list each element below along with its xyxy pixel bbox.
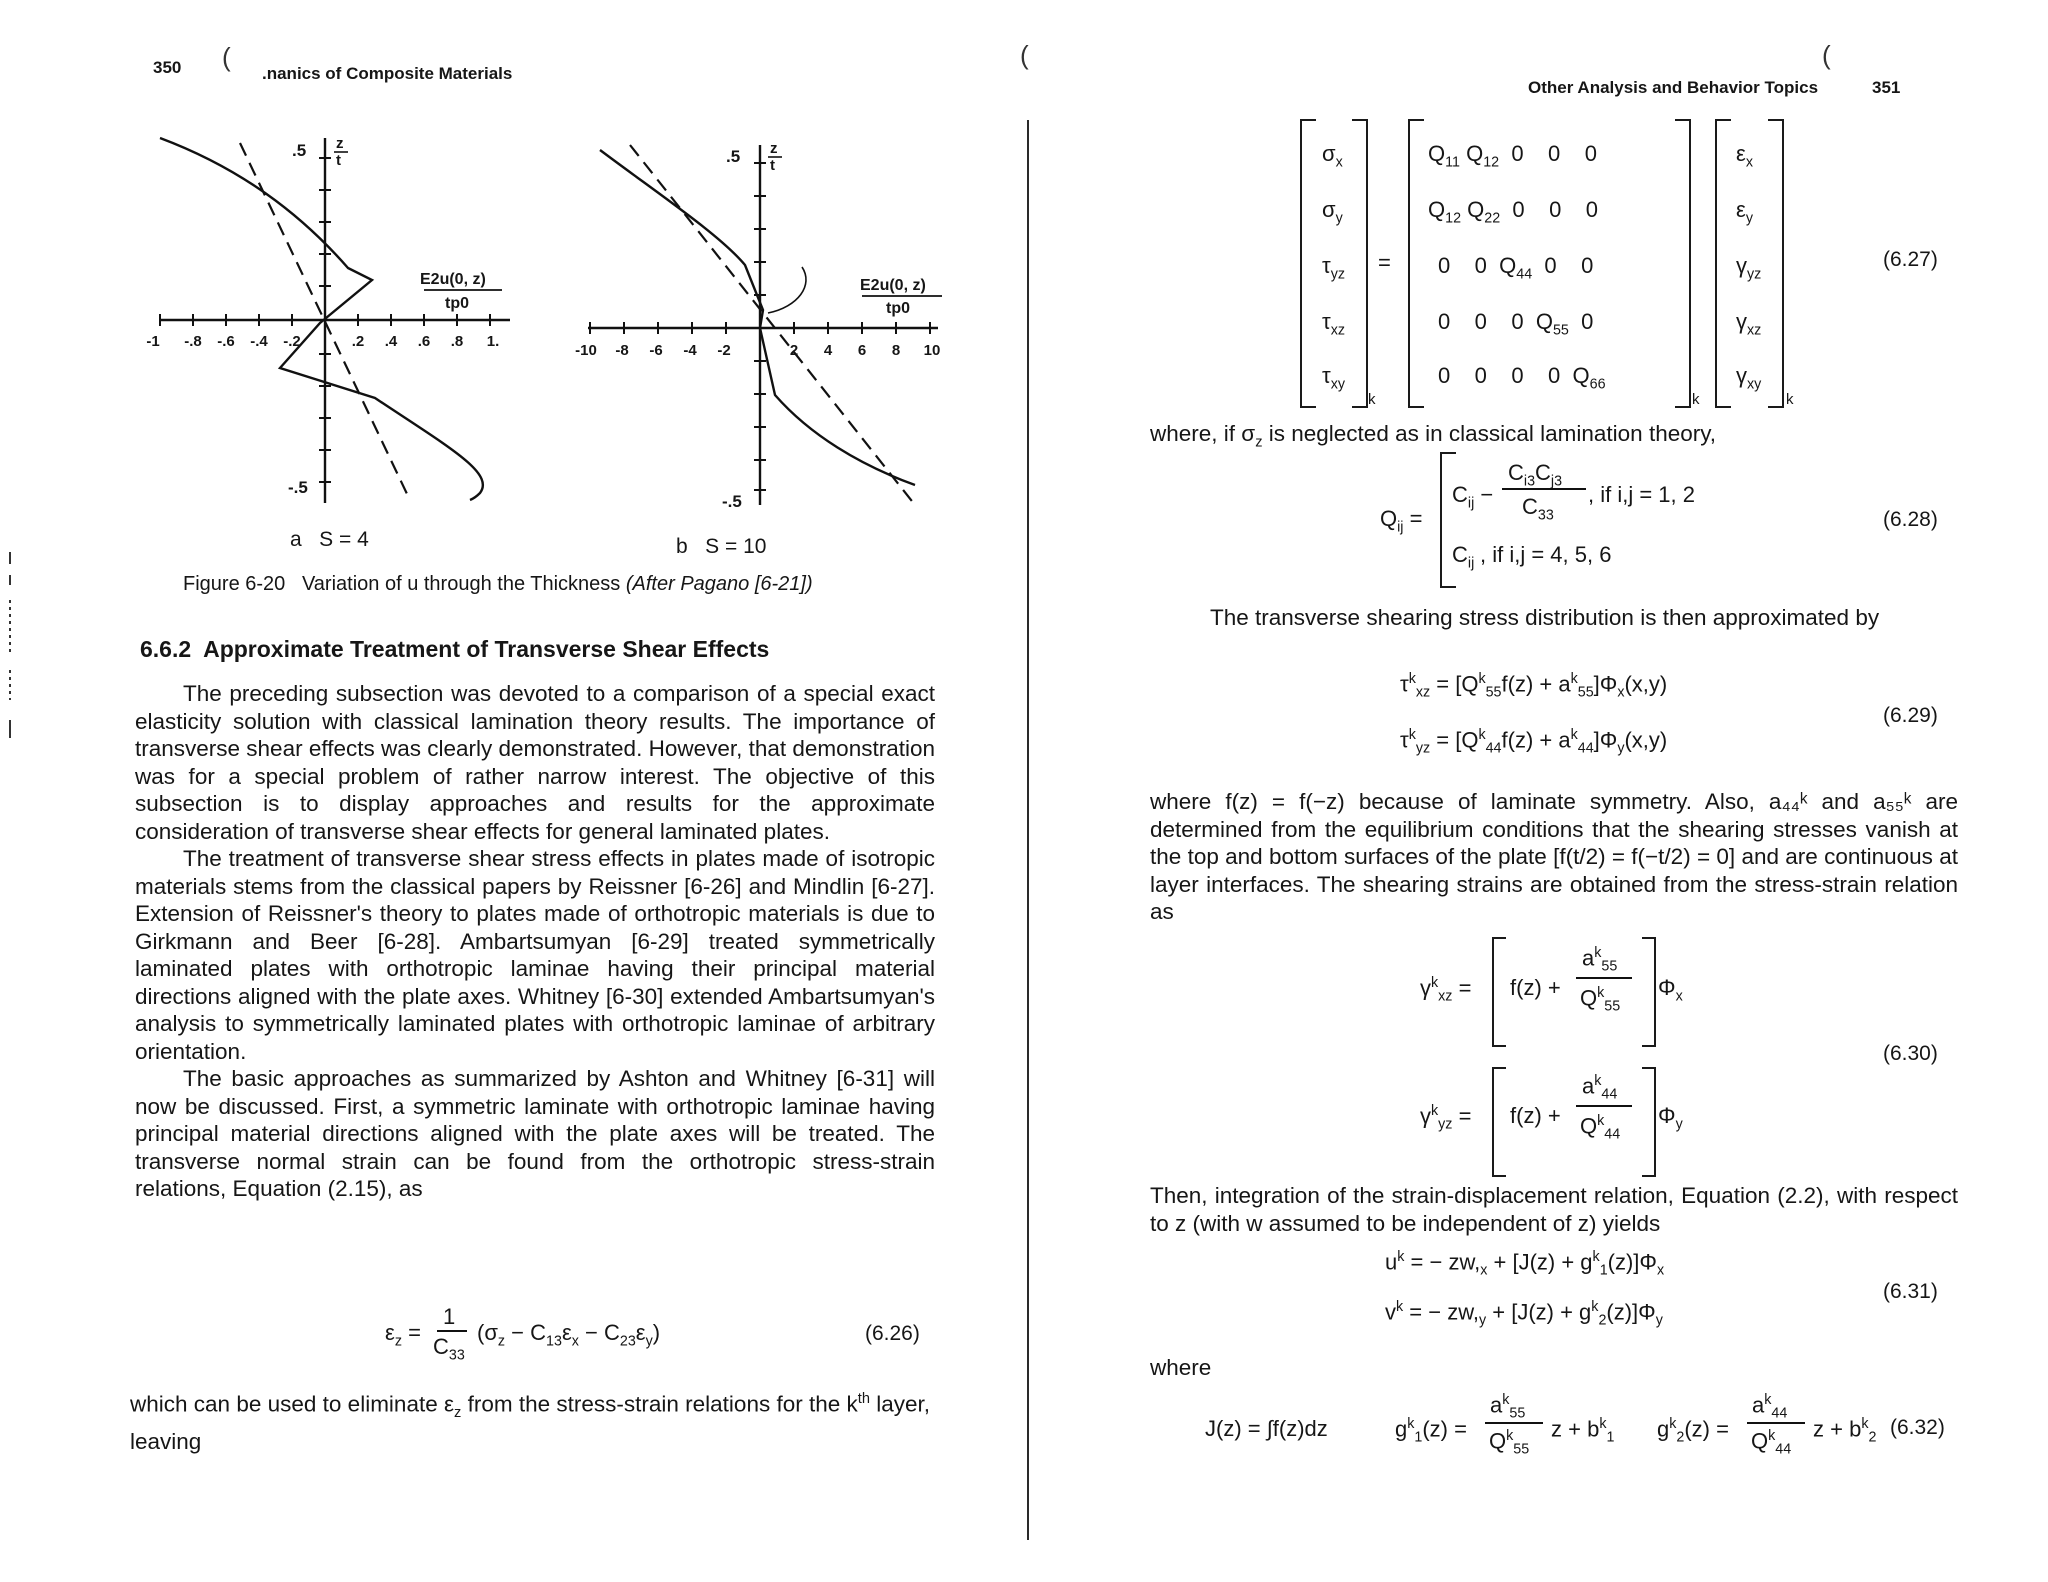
caption-source: (After Pagano [6-21]) bbox=[625, 573, 813, 595]
shear-distribution-text: The transverse shearing stress distribution is then approximated by bbox=[1210, 605, 1880, 630]
x-tick-a-2: -.6 bbox=[217, 333, 235, 350]
x-tick-a-7: .6 bbox=[417, 333, 431, 350]
right-page-number: 351 bbox=[1872, 78, 1901, 97]
right-running-head: Other Analysis and Behavior Topics bbox=[1528, 78, 1819, 97]
eq-6-30-number: (6.30) bbox=[1883, 1042, 1938, 1065]
panel-b-plot bbox=[570, 135, 970, 535]
equation-6-30: $\gamma^k_{xz}$ = f(z) + $a^k_{55}$ $Q^k_{55}$ $\Phi_x$ $\gamma^k_{yz}$ = f(z) + $a^k_{44}$ $Q^k_{44}$ $\Phi_y$ bbox=[1420, 935, 1800, 1175]
z-axis-num-b: z bbox=[770, 140, 778, 157]
equation-6-27: $\sigma_x$ $\sigma_y$ $\tau_{yz}$ $\tau_{xz}$ $\tau_{xy}$ k = $Q_{11}$ $Q_{12}$ 0 0 0 $Q_{12}$ $Q_{22}$ 0 0 0 0 0 $Q_{44}$ 0 0 0 0 0 $Q_{55}$ 0 0 0 0 0 $Q_{66}$ k $\varepsilon_x$ $\varepsilon_y$ $\gamma_{yz}$ $\gamma_{xz}$ $\gamma_{xy}$ k bbox=[1300, 115, 1820, 415]
curve-label-num-b: E2u(0, z) bbox=[860, 277, 926, 294]
where-label: where bbox=[1150, 1355, 1212, 1380]
equation-6-32: J(z) = ∫f(z)dz $g^k_1(z)$ = $a^k_{55}$ $Q^k_{55}$ $z + b^k_1$ $g^k_2(z)$ = $a^k_{44}$ $Q^k_{44}$ $z + b^k_2$ bbox=[1205, 1392, 1877, 1458]
x-tick-b-0: -10 bbox=[575, 342, 597, 359]
x-tick-a-0: -1 bbox=[146, 333, 160, 350]
x-tick-b-8: 8 bbox=[891, 342, 901, 359]
x-tick-b-3: -4 bbox=[683, 342, 697, 359]
z-axis-num-a: z bbox=[336, 135, 344, 152]
z-bottom-label-a: -.5 bbox=[288, 478, 308, 497]
equation-6-28: $Q_{ij}$ = $C_{ij}$ − $C_{i3}C_{j3}$ $C_{33}$ , if i,j = 1, 2 $C_{ij}$ , if i,j = 4, 5, 6 bbox=[1380, 450, 1800, 590]
caption-text: Variation of u through the Thickness bbox=[301, 573, 621, 595]
symmetry-text: where f(z) = f(−z) because of laminate symmetry. Also, a₄₄ᵏ and a₅₅ᵏ are determined from the equilibrium conditions that the shearing stresses vanish at the top and bottom surfaces of the plate [f(t/2) = f(−t/2) = 0] and are continuous at layer interfaces. The shearing strains are obtained from the stress-strain relation as bbox=[1150, 789, 1958, 924]
eq-6-27-number: (6.27) bbox=[1883, 248, 1938, 271]
paragraph-1: The preceding subsection was devoted to a comparison of a special exact elasticity solution with classical lamination theory results. The importance of transverse shear effects was clearly demonstrated. However, that demonstration was for a special problem of rather narrow interest. The objective of this subsection is to display approaches and results for the approximate consideration of transverse shear effects for general laminated plates. bbox=[135, 681, 935, 844]
z-top-label-a: .5 bbox=[292, 141, 307, 160]
figure-panel-b bbox=[570, 135, 970, 535]
left-body-text bbox=[135, 680, 935, 1203]
x-tick-a-4: -.2 bbox=[283, 333, 301, 350]
panel-b-label: b S = 10 bbox=[676, 535, 767, 558]
figure-caption bbox=[183, 573, 813, 596]
equation-6-31: $u^k$ = − $zw,_x + [J(z) + g^k_1(z)]\Phi_x$ $v^k$ = − $zw,_y + [J(z) + g^k_2(z)]\Phi_y$ bbox=[1385, 1249, 1665, 1329]
eq-6-29-number: (6.29) bbox=[1883, 704, 1938, 727]
integration-text: Then, integration of the strain-displacement relation, Equation (2.2), with respect to z (with w assumed to be independent of z) yields bbox=[1150, 1183, 1958, 1236]
left-page-number: 350 bbox=[153, 58, 182, 77]
eq-6-31-number: (6.31) bbox=[1883, 1280, 1938, 1303]
z-axis-den-b: t bbox=[770, 157, 775, 174]
curve-label-den-a: tp0 bbox=[445, 295, 469, 312]
z-bottom-label-b: -.5 bbox=[722, 492, 742, 511]
panel-a-plot bbox=[146, 128, 530, 528]
figure-panel-a bbox=[146, 128, 530, 528]
gutter-mark: ( bbox=[1020, 40, 1029, 70]
x-tick-b-1: -8 bbox=[615, 342, 629, 359]
x-tick-a-1: -.8 bbox=[184, 333, 202, 350]
left-running-head: .nanics of Composite Materials bbox=[262, 64, 513, 83]
x-tick-b-9: 10 bbox=[923, 342, 941, 359]
x-tick-b-7: 6 bbox=[857, 342, 867, 359]
eq-6-32-number: (6.32) bbox=[1890, 1416, 1945, 1439]
eq-6-26-number: (6.26) bbox=[865, 1322, 920, 1345]
after-eq-626-text: which can be used to eliminate $\varepsilon_z$ from the stress-strain relations for the $k^{th}$ layer, leaving bbox=[130, 1391, 931, 1454]
x-tick-a-3: -.4 bbox=[250, 333, 268, 350]
x-tick-b-6: 4 bbox=[823, 342, 833, 359]
caption-label: Figure 6-20 bbox=[183, 573, 286, 595]
panel-a-label: a S = 4 bbox=[290, 528, 369, 551]
z-top-label-b: .5 bbox=[726, 147, 741, 166]
equation-6-29: $\tau^k_{xz} = [Q^k_{55}f(z) + a^k_{55}]\Phi_x(x,y)$ $\tau^k_{yz} = [Q^k_{44}f(z) + a^k_{44}]\Phi_y(x,y)$ bbox=[1400, 671, 1668, 757]
x-tick-a-5: .2 bbox=[351, 333, 365, 350]
left-margin-mark: ( bbox=[222, 42, 231, 72]
sigma-neglected-text: where, if $\sigma_z$ is neglected as in classical lamination theory, bbox=[1150, 421, 1717, 451]
curve-label-den-b: tp0 bbox=[886, 300, 910, 317]
paragraph-3: The basic approaches as summarized by Ashton and Whitney [6-31] will now be discussed. First, a symmetric laminate with orthotropic laminae having principal material directions aligned with the plate axes will be treated. The transverse normal strain can be found from the orthotropic stress-strain relations, Equation (2.15), as bbox=[135, 1066, 935, 1201]
x-tick-a-6: .4 bbox=[384, 333, 398, 350]
curve-label-num-a: E2u(0, z) bbox=[420, 271, 486, 288]
equation-6-26: $\varepsilon_z$ = 1 $C_{33}$ $(\sigma_z - C_{13}\varepsilon_x - C_{23}\varepsilon_y)$ bbox=[385, 1304, 661, 1364]
right-margin-mark: ( bbox=[1822, 40, 1831, 70]
section-heading: 6.6.2 Approximate Treatment of Transverse Shear Effects bbox=[140, 636, 770, 662]
x-tick-b-2: -6 bbox=[649, 342, 663, 359]
page-gutter bbox=[1027, 120, 1029, 1540]
paragraph-2: The treatment of transverse shear stress effects in plates made of isotropic materials stems from the classical papers by Reissner [6-26] and Mindlin [6-27]. Extension of Reissner's theory to plates made of orthotropic materials is due to Girkmann and Beer [6-28]. Ambartsumyan [6-29] treated symmetrically laminated plates with orthotropic laminae having their principal material directions aligned with the plate axes. Whitney [6-30] extended Ambartsumyan's analysis to symmetrically laminated plates with orthotropic laminae of arbitrary orientation. bbox=[135, 846, 935, 1064]
eq-6-28-number: (6.28) bbox=[1883, 508, 1938, 531]
x-tick-b-4: -2 bbox=[717, 342, 731, 359]
x-tick-b-5: 2 bbox=[789, 342, 799, 359]
x-tick-a-9: 1. bbox=[486, 333, 500, 350]
x-tick-a-8: .8 bbox=[450, 333, 464, 350]
z-axis-den-a: t bbox=[336, 152, 341, 169]
